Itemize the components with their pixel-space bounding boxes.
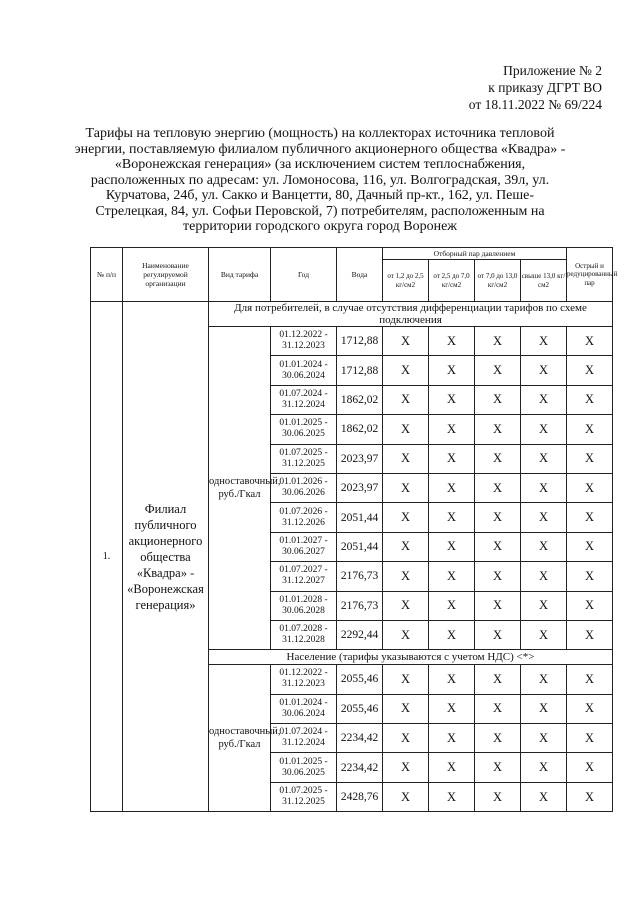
not-applicable-mark: X xyxy=(383,591,429,620)
not-applicable-mark: X xyxy=(567,724,613,753)
header-pressure-1: от 1,2 до 2,5 кг/см2 xyxy=(383,260,429,302)
not-applicable-mark: X xyxy=(567,327,613,356)
not-applicable-mark: X xyxy=(475,415,521,444)
not-applicable-mark: X xyxy=(521,591,567,620)
header-steam-group: Отборный пар давлением xyxy=(383,248,567,260)
not-applicable-mark: X xyxy=(521,444,567,473)
row-number: 1. xyxy=(91,302,123,812)
water-tariff-cell: 2051,44 xyxy=(337,503,383,532)
not-applicable-mark: X xyxy=(383,415,429,444)
water-tariff-cell: 1862,02 xyxy=(337,385,383,414)
period-cell: 01.01.2024 - 30.06.2024 xyxy=(271,694,337,723)
not-applicable-mark: X xyxy=(521,385,567,414)
header-pressure-4: свыше 13,0 кг/см2 xyxy=(521,260,567,302)
not-applicable-mark: X xyxy=(475,532,521,561)
header-sharp-steam: Острый и редуцированный пар xyxy=(567,248,613,302)
section-title: Для потребителей, в случае отсутствия дифференциации тарифов по схеме подключения xyxy=(209,302,613,327)
appendix-reference xyxy=(469,62,602,113)
period-cell: 01.07.2024 - 31.12.2024 xyxy=(271,385,337,414)
period-cell: 01.07.2026 - 31.12.2026 xyxy=(271,503,337,532)
not-applicable-mark: X xyxy=(429,473,475,502)
organization-name: Филиал публичного акционерного общества «Квадра» - «Воронежская генерация» xyxy=(123,302,209,812)
not-applicable-mark: X xyxy=(475,562,521,591)
tariff-type: одноставочный, руб./Гкал xyxy=(209,327,271,650)
not-applicable-mark: X xyxy=(475,473,521,502)
not-applicable-mark: X xyxy=(429,620,475,649)
not-applicable-mark: X xyxy=(475,782,521,811)
not-applicable-mark: X xyxy=(429,532,475,561)
section-header-row xyxy=(91,302,613,327)
tariff-table-body xyxy=(91,302,613,812)
not-applicable-mark: X xyxy=(567,562,613,591)
not-applicable-mark: X xyxy=(567,532,613,561)
period-cell: 01.01.2026 - 30.06.2026 xyxy=(271,473,337,502)
period-cell: 01.07.2024 - 31.12.2024 xyxy=(271,724,337,753)
water-tariff-cell: 1712,88 xyxy=(337,356,383,385)
water-tariff-cell: 2023,97 xyxy=(337,444,383,473)
not-applicable-mark: X xyxy=(521,782,567,811)
appendix-number: Приложение № 2 xyxy=(503,63,602,78)
header-pressure-2: от 2,5 до 7,0 кг/см2 xyxy=(429,260,475,302)
not-applicable-mark: X xyxy=(521,753,567,782)
water-tariff-cell: 2023,97 xyxy=(337,473,383,502)
period-cell: 01.07.2027 - 31.12.2027 xyxy=(271,562,337,591)
not-applicable-mark: X xyxy=(383,724,429,753)
not-applicable-mark: X xyxy=(567,444,613,473)
not-applicable-mark: X xyxy=(429,562,475,591)
not-applicable-mark: X xyxy=(429,385,475,414)
water-tariff-cell: 2176,73 xyxy=(337,562,383,591)
not-applicable-mark: X xyxy=(383,327,429,356)
not-applicable-mark: X xyxy=(521,620,567,649)
water-tariff-cell: 2292,44 xyxy=(337,620,383,649)
not-applicable-mark: X xyxy=(567,665,613,694)
not-applicable-mark: X xyxy=(475,753,521,782)
not-applicable-mark: X xyxy=(475,724,521,753)
period-cell: 01.01.2027 - 30.06.2027 xyxy=(271,532,337,561)
not-applicable-mark: X xyxy=(383,782,429,811)
not-applicable-mark: X xyxy=(429,356,475,385)
period-cell: 01.01.2025 - 30.06.2025 xyxy=(271,753,337,782)
not-applicable-mark: X xyxy=(521,532,567,561)
header-num: № п/п xyxy=(91,248,123,302)
not-applicable-mark: X xyxy=(383,473,429,502)
not-applicable-mark: X xyxy=(429,694,475,723)
water-tariff-cell: 2055,46 xyxy=(337,694,383,723)
not-applicable-mark: X xyxy=(383,694,429,723)
header-tariff-type: Вид тарифа xyxy=(209,248,271,302)
not-applicable-mark: X xyxy=(429,753,475,782)
not-applicable-mark: X xyxy=(429,724,475,753)
not-applicable-mark: X xyxy=(521,473,567,502)
tariff-type: одноставочный, руб./Гкал xyxy=(209,665,271,812)
header-year: Год xyxy=(271,248,337,302)
not-applicable-mark: X xyxy=(567,620,613,649)
header-org: Наименование регулируемой организации xyxy=(123,248,209,302)
not-applicable-mark: X xyxy=(567,356,613,385)
not-applicable-mark: X xyxy=(383,532,429,561)
not-applicable-mark: X xyxy=(567,591,613,620)
not-applicable-mark: X xyxy=(383,444,429,473)
water-tariff-cell: 2428,76 xyxy=(337,782,383,811)
period-cell: 01.01.2024 - 30.06.2024 xyxy=(271,356,337,385)
water-tariff-cell: 2051,44 xyxy=(337,532,383,561)
not-applicable-mark: X xyxy=(475,444,521,473)
section-title: Население (тарифы указываются с учетом НДС) <*> xyxy=(209,650,613,665)
not-applicable-mark: X xyxy=(383,503,429,532)
not-applicable-mark: X xyxy=(521,562,567,591)
not-applicable-mark: X xyxy=(567,503,613,532)
not-applicable-mark: X xyxy=(475,503,521,532)
tariff-table xyxy=(90,247,618,812)
period-cell: 01.12.2022 - 31.12.2023 xyxy=(271,665,337,694)
not-applicable-mark: X xyxy=(429,503,475,532)
not-applicable-mark: X xyxy=(521,724,567,753)
water-tariff-cell: 2055,46 xyxy=(337,665,383,694)
header-pressure-3: от 7,0 до 13,0 кг/см2 xyxy=(475,260,521,302)
water-tariff-cell: 2234,42 xyxy=(337,753,383,782)
not-applicable-mark: X xyxy=(567,694,613,723)
document-title: Тарифы на тепловую энергию (мощность) на коллекторах источника тепловой энергии, поставляемую филиалом публичного акционерного общества «Квадра» - «Воронежская генерация» (за исключением систем теплоснабжения, расположенных по адресам: ул. Ломоносова, 116, ул. Волгоградская, 39л, ул. Курчатова, 24б, ул. Сакко и Ванцетти, 80, Дачный пр-кт., 162, ул. Пеше-Стрелецкая, 84, ул. Софьи Перовской, 7) потребителям, расположенным на территории городского округа город Воронеж xyxy=(74,126,566,234)
not-applicable-mark: X xyxy=(567,782,613,811)
appendix-order: к приказу ДГРТ ВО xyxy=(488,80,602,95)
not-applicable-mark: X xyxy=(521,327,567,356)
not-applicable-mark: X xyxy=(475,694,521,723)
period-cell: 01.12.2022 - 31.12.2023 xyxy=(271,327,337,356)
not-applicable-mark: X xyxy=(429,591,475,620)
not-applicable-mark: X xyxy=(567,473,613,502)
not-applicable-mark: X xyxy=(383,620,429,649)
not-applicable-mark: X xyxy=(429,327,475,356)
not-applicable-mark: X xyxy=(475,356,521,385)
water-tariff-cell: 2176,73 xyxy=(337,591,383,620)
not-applicable-mark: X xyxy=(475,385,521,414)
not-applicable-mark: X xyxy=(383,665,429,694)
not-applicable-mark: X xyxy=(383,562,429,591)
not-applicable-mark: X xyxy=(475,620,521,649)
not-applicable-mark: X xyxy=(429,665,475,694)
water-tariff-cell: 2234,42 xyxy=(337,724,383,753)
not-applicable-mark: X xyxy=(521,415,567,444)
not-applicable-mark: X xyxy=(567,753,613,782)
water-tariff-cell: 1862,02 xyxy=(337,415,383,444)
header-water: Вода xyxy=(337,248,383,302)
not-applicable-mark: X xyxy=(429,444,475,473)
not-applicable-mark: X xyxy=(383,385,429,414)
not-applicable-mark: X xyxy=(521,694,567,723)
not-applicable-mark: X xyxy=(475,591,521,620)
period-cell: 01.01.2025 - 30.06.2025 xyxy=(271,415,337,444)
not-applicable-mark: X xyxy=(567,385,613,414)
not-applicable-mark: X xyxy=(521,665,567,694)
period-cell: 01.01.2028 - 30.06.2028 xyxy=(271,591,337,620)
period-cell: 01.07.2025 - 31.12.2025 xyxy=(271,444,337,473)
not-applicable-mark: X xyxy=(521,356,567,385)
not-applicable-mark: X xyxy=(475,665,521,694)
not-applicable-mark: X xyxy=(567,415,613,444)
not-applicable-mark: X xyxy=(521,503,567,532)
not-applicable-mark: X xyxy=(383,356,429,385)
not-applicable-mark: X xyxy=(429,415,475,444)
water-tariff-cell: 1712,88 xyxy=(337,327,383,356)
appendix-date: от 18.11.2022 № 69/224 xyxy=(468,97,602,112)
not-applicable-mark: X xyxy=(429,782,475,811)
period-cell: 01.07.2028 - 31.12.2028 xyxy=(271,620,337,649)
not-applicable-mark: X xyxy=(383,753,429,782)
period-cell: 01.07.2025 - 31.12.2025 xyxy=(271,782,337,811)
not-applicable-mark: X xyxy=(475,327,521,356)
